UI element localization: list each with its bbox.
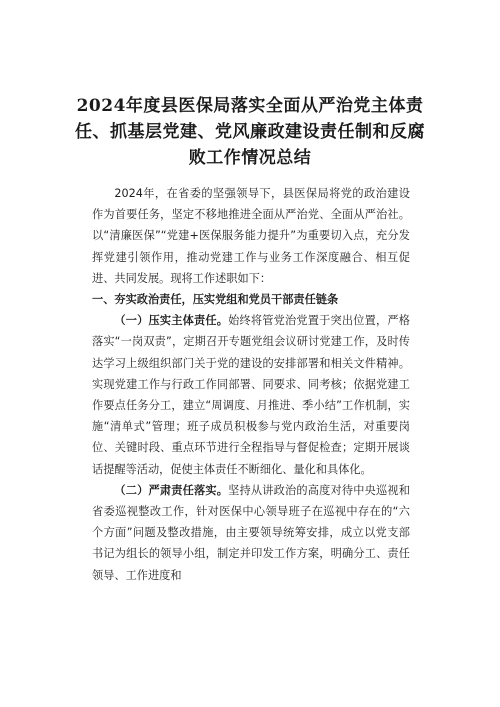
section-heading: 一、夯实政治责任，压实党组和党员干部责任链条 xyxy=(92,293,339,307)
item2-text: 坚持从讲政治的高度对待中央巡视和省委巡视整改工作，针对医保中心领导班子在巡视中存在的“六个方面”问题及整改措施，由主要领导统筹安排，成立以党支部书记为组长的领导小组，制定并印发工作方案，明确分工、责任领导、工作进度和 xyxy=(92,483,410,582)
document-title: 2024年度县医保局落实全面从严治党主体责任、抓基层党建、党风廉政建设责任制和反腐败工作情况总结 xyxy=(75,96,425,168)
document-body xyxy=(92,183,410,586)
item1-paragraph xyxy=(92,310,410,480)
item1-lead: （一）压实主体责任。 xyxy=(114,314,229,328)
intro-paragraph: 2024年，在省委的坚强领导下，县医保局将党的政治建设作为首要任务，坚定不移地推进全面从严治党、全面从严治社。以“清廉医保”“党建+医保服务能力提升”为重要切入点，充分发挥党建引领作用，推动党建工作与业务工作深度融合、相互促进、共同发展。现将工作述职如下： xyxy=(92,187,410,285)
item1-text: 始终将管党治党置于突出位置，严格落实“一岗双责”，定期召开专题党组会议研讨党建工作，及时传达学习上级组织部门关于党的建设的安排部署和相关文件精神。实现党建工作与行政工作同部署、同要求、同考核；依据党建工作要点任务分工，建立“周调度、月推进、季小结”工作机制，实施“清单式”管理；班子成员积极参与党内政治生活，对重要岗位、关键时段、重点环节进行全程指导与督促检查；定期开展谈话提醒等活动，促使主体责任不断细化、量化和具体化。 xyxy=(92,314,410,476)
item2-paragraph xyxy=(92,480,410,586)
item2-lead: （二）严肃责任落实。 xyxy=(114,483,229,497)
